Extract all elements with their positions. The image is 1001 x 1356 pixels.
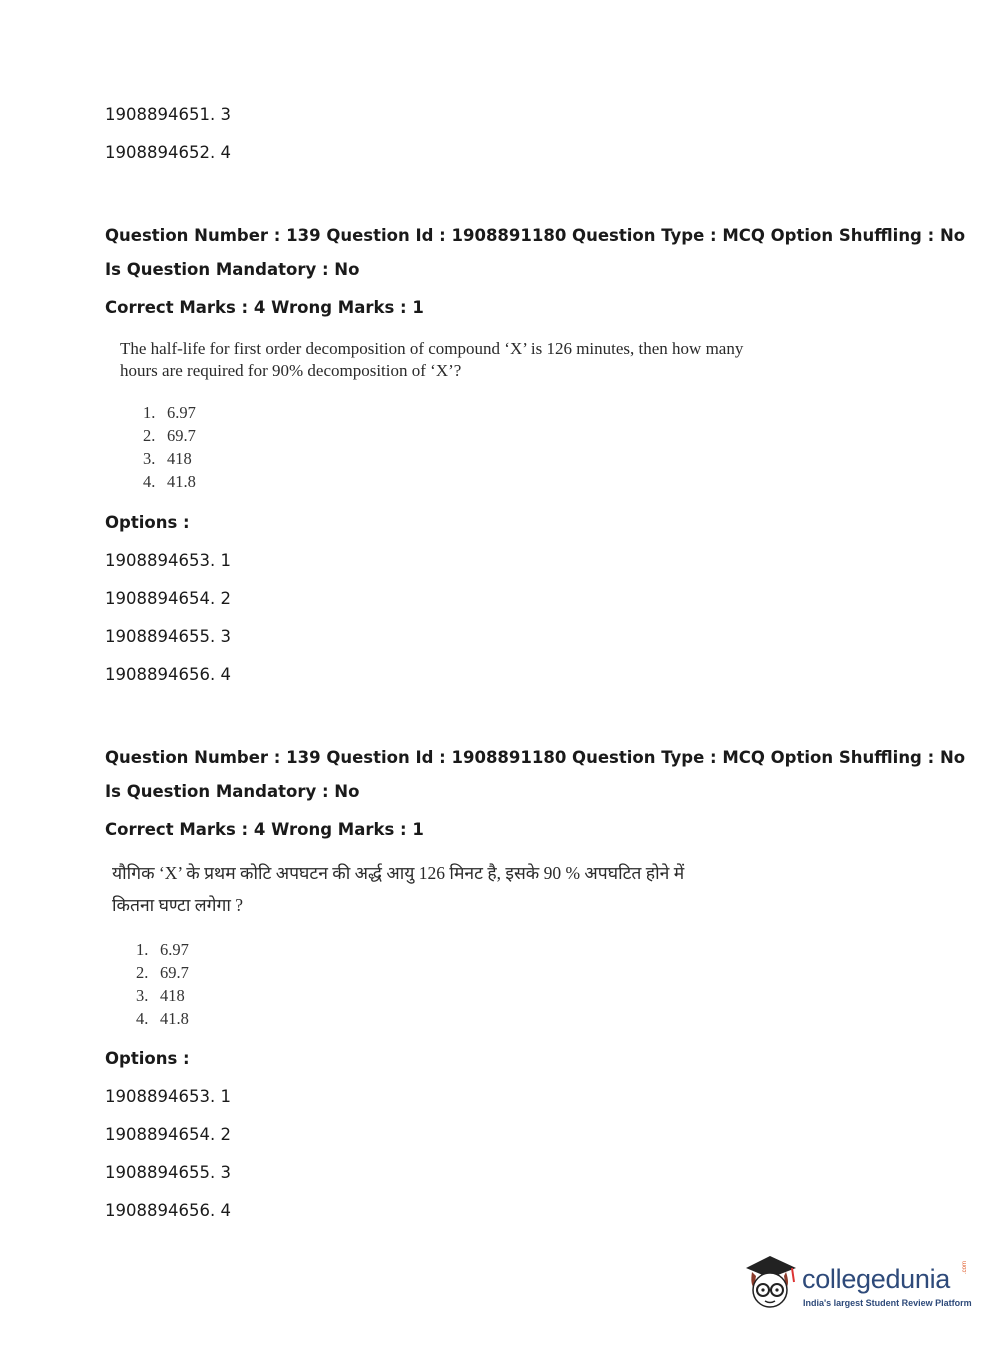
options-label: Options : xyxy=(105,513,190,532)
question-text-line: कितना घण्टा लगेगा ? xyxy=(112,895,244,915)
option-line: 1908894655. 3 xyxy=(105,627,231,646)
option-line: 1908894651. 3 xyxy=(105,105,231,124)
logo-dotcom: .com xyxy=(962,1260,968,1274)
option-line: 1908894656. 4 xyxy=(105,665,231,684)
options-label: Options : xyxy=(105,1049,190,1068)
question-mandatory: Is Question Mandatory : No xyxy=(105,782,360,801)
question-marks: Correct Marks : 4 Wrong Marks : 1 xyxy=(105,298,424,317)
collegedunia-logo xyxy=(740,1248,970,1320)
question-text xyxy=(120,338,743,382)
answer-choices xyxy=(143,401,196,493)
option-line: 1908894653. 1 xyxy=(105,1087,231,1106)
option-line: 1908894654. 2 xyxy=(105,589,231,608)
answer-choice: 2. 69.7 xyxy=(143,426,196,445)
answer-choice: 4. 41.8 xyxy=(136,1009,189,1028)
logo-wordmark: collegedunia xyxy=(802,1264,951,1294)
answer-choice: 2. 69.7 xyxy=(136,963,189,982)
answer-choice: 3. 418 xyxy=(136,986,185,1005)
answer-choice: 1. 6.97 xyxy=(143,403,196,422)
question-header: Question Number : 139 Question Id : 1908891180 Question Type : MCQ Option Shuffling : No xyxy=(105,748,966,767)
mascot-icon xyxy=(740,1248,802,1316)
answer-choice: 1. 6.97 xyxy=(136,940,189,959)
question-text-line: hours are required for 90% decomposition of ‘X’? xyxy=(120,361,462,380)
option-line: 1908894656. 4 xyxy=(105,1201,231,1220)
answer-choices xyxy=(136,938,189,1030)
option-line: 1908894655. 3 xyxy=(105,1163,231,1182)
option-line: 1908894654. 2 xyxy=(105,1125,231,1144)
question-mandatory: Is Question Mandatory : No xyxy=(105,260,360,279)
question-text-line: The half-life for first order decomposition of compound ‘X’ is 126 minutes, then how many xyxy=(120,339,744,358)
answer-choice: 3. 418 xyxy=(143,449,192,468)
question-text xyxy=(112,857,684,921)
question-marks: Correct Marks : 4 Wrong Marks : 1 xyxy=(105,820,424,839)
question-header: Question Number : 139 Question Id : 1908891180 Question Type : MCQ Option Shuffling : No xyxy=(105,226,966,245)
option-line: 1908894653. 1 xyxy=(105,551,231,570)
option-line: 1908894652. 4 xyxy=(105,143,231,162)
logo-tagline: India's largest Student Review Platform xyxy=(803,1298,972,1308)
question-text-line: यौगिक ‘X’ के प्रथम कोटि अपघटन की अर्द्ध आयु 126 मिनट है, इसके 90 % अपघटित होने में xyxy=(112,863,685,883)
answer-choice: 4. 41.8 xyxy=(143,472,196,491)
